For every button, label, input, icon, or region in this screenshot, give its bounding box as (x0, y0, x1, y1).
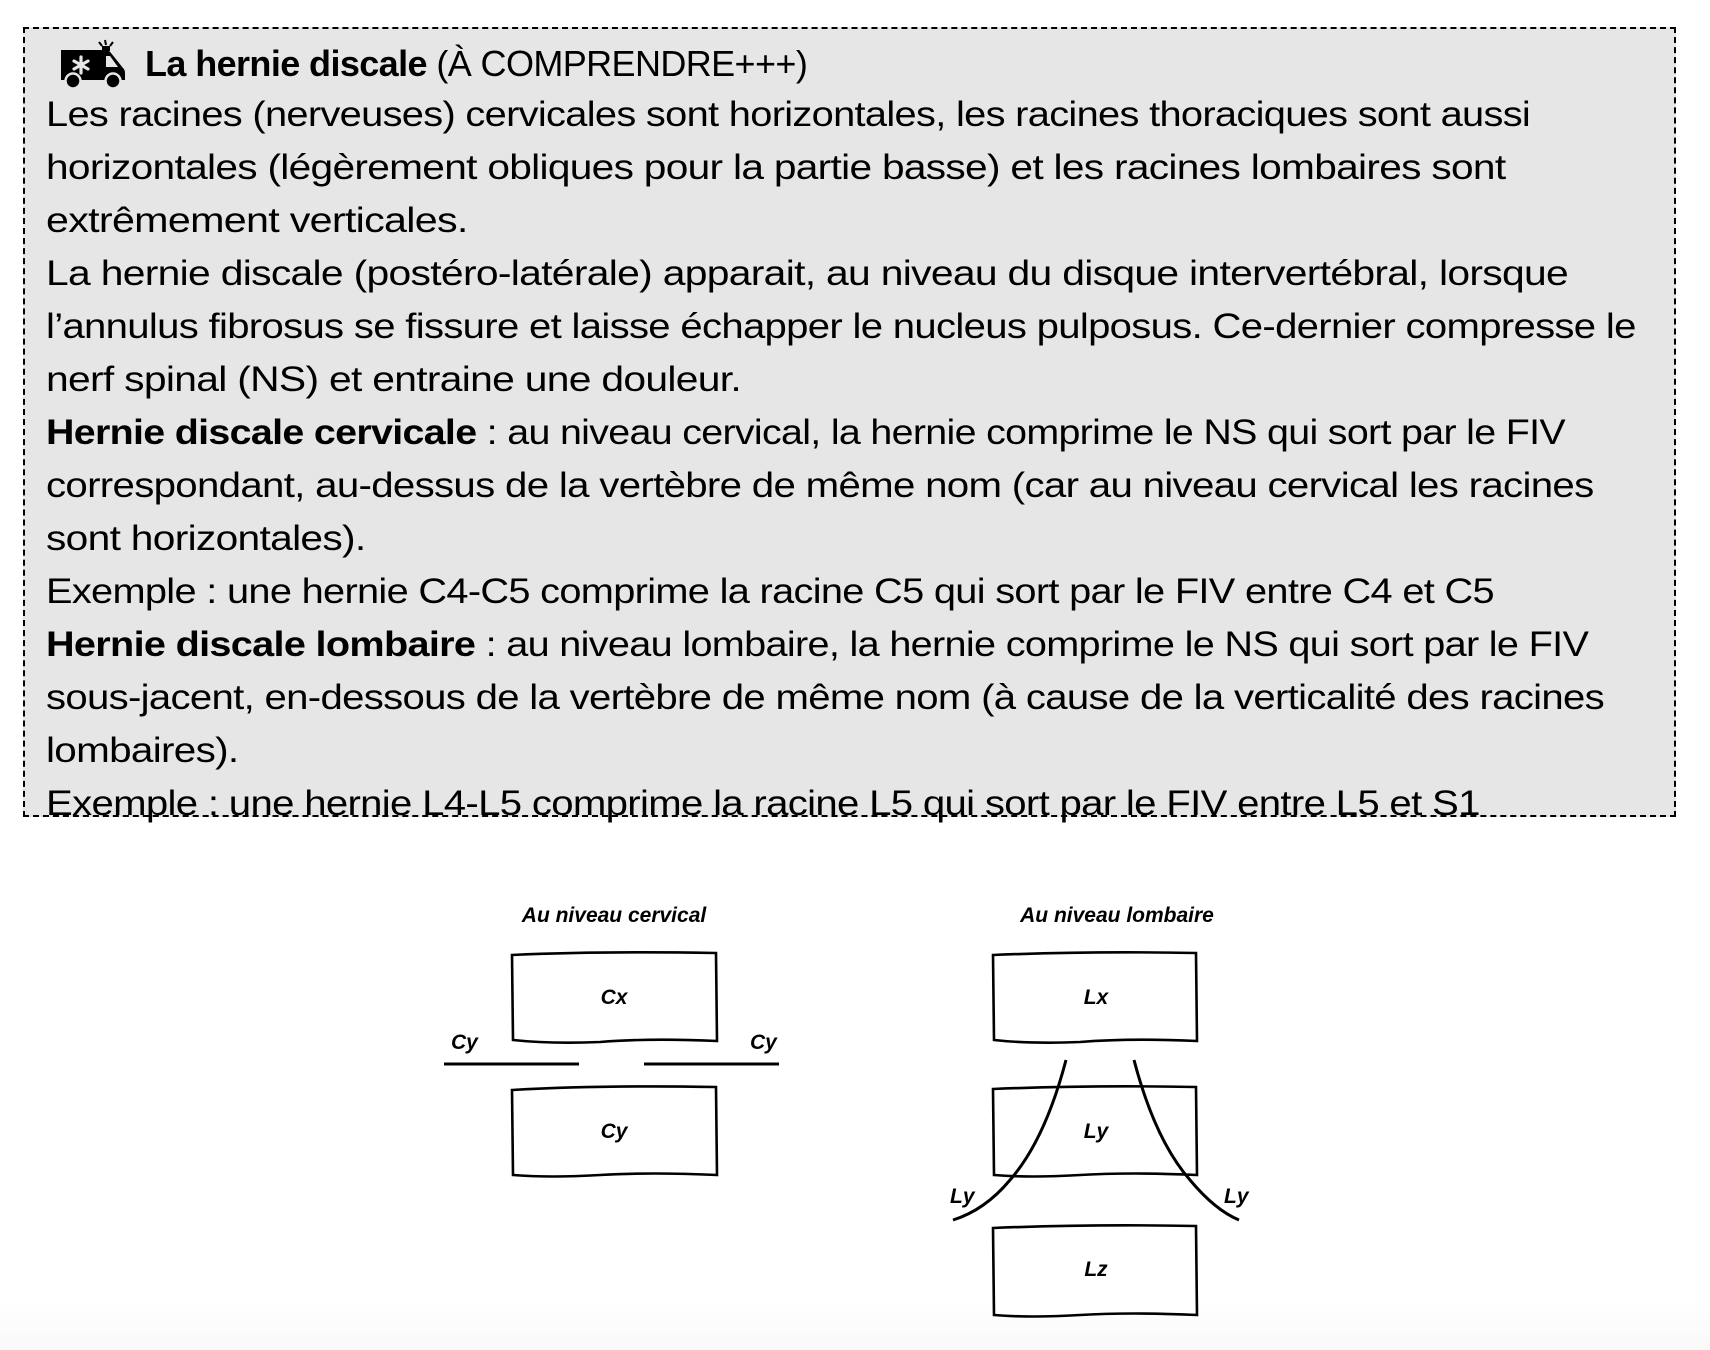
text-line-text: : au niveau lombaire, la hernie comprime le NS qui sort par le FIV (475, 625, 1589, 664)
lumbar-root-left-label: Ly (950, 1185, 975, 1208)
text-line-text: Exemple : une hernie L4-L5 comprime la racine L5 qui sort par le FIV entre L5 et S1 (46, 784, 1480, 823)
vertebra-cy-label: Cy (600, 1120, 628, 1143)
text-line-text: Les racines (nerveuses) cervicales sont horizontales, les racines thoraciques sont aussi (46, 95, 1531, 134)
vertebra-lz-label: Lz (1084, 1258, 1108, 1281)
vertebra-ly-label: Ly (1083, 1120, 1109, 1143)
box-title-rest: (À COMPRENDRE+++) (426, 43, 808, 84)
text-line-text: correspondant, au-dessus de la vertèbre de même nom (car au niveau cervical les racines (46, 466, 1594, 505)
vertebra-lx-label: Lx (1083, 986, 1109, 1009)
text-line-text: extrêmement verticales. (46, 201, 468, 240)
text-line-text: lombaires). (46, 731, 239, 770)
text-line-bold: Hernie discale lombaire (46, 625, 476, 664)
text-line-text: sous-jacent, en-dessous de la vertèbre de même nom (à cause de la verticalité des racines (46, 678, 1604, 717)
text-line-text: Exemple : une hernie C4-C5 comprime la racine C5 qui sort par le FIV entre C4 et C5 (46, 572, 1494, 611)
text-line-text: nerf spinal (NS) et entraine une douleur. (46, 360, 742, 399)
cervical-root-right-label: Cy (750, 1031, 777, 1054)
text-line-text: La hernie discale (postéro-latérale) apparait, au niveau du disque intervertébral, lorsque (46, 254, 1569, 293)
text-line-bold: Hernie discale cervicale (46, 413, 477, 452)
cervical-title: Au niveau cervical (521, 904, 707, 927)
text-line-text: horizontales (légèrement obliques pour la partie basse) et les racines lombaires sont (46, 148, 1506, 187)
box-title-bold: La hernie discale (145, 43, 427, 84)
text-line-text: l’annulus fibrosus se fissure et laisse échapper le nucleus pulposus. Ce-dernier compresse le (46, 307, 1636, 346)
cervical-root-left-label: Cy (451, 1031, 478, 1054)
text-line-text: : au niveau cervical, la hernie comprime le NS qui sort par le FIV (476, 413, 1565, 452)
vertebra-cx-label: Cx (600, 986, 628, 1009)
lumbar-diagram (950, 904, 1250, 1317)
text-line-text: sont horizontales). (46, 519, 366, 558)
lumbar-root-right-label: Ly (1224, 1185, 1249, 1208)
lumbar-title: Au niveau lombaire (1020, 904, 1214, 927)
cervical-diagram (444, 904, 779, 1177)
